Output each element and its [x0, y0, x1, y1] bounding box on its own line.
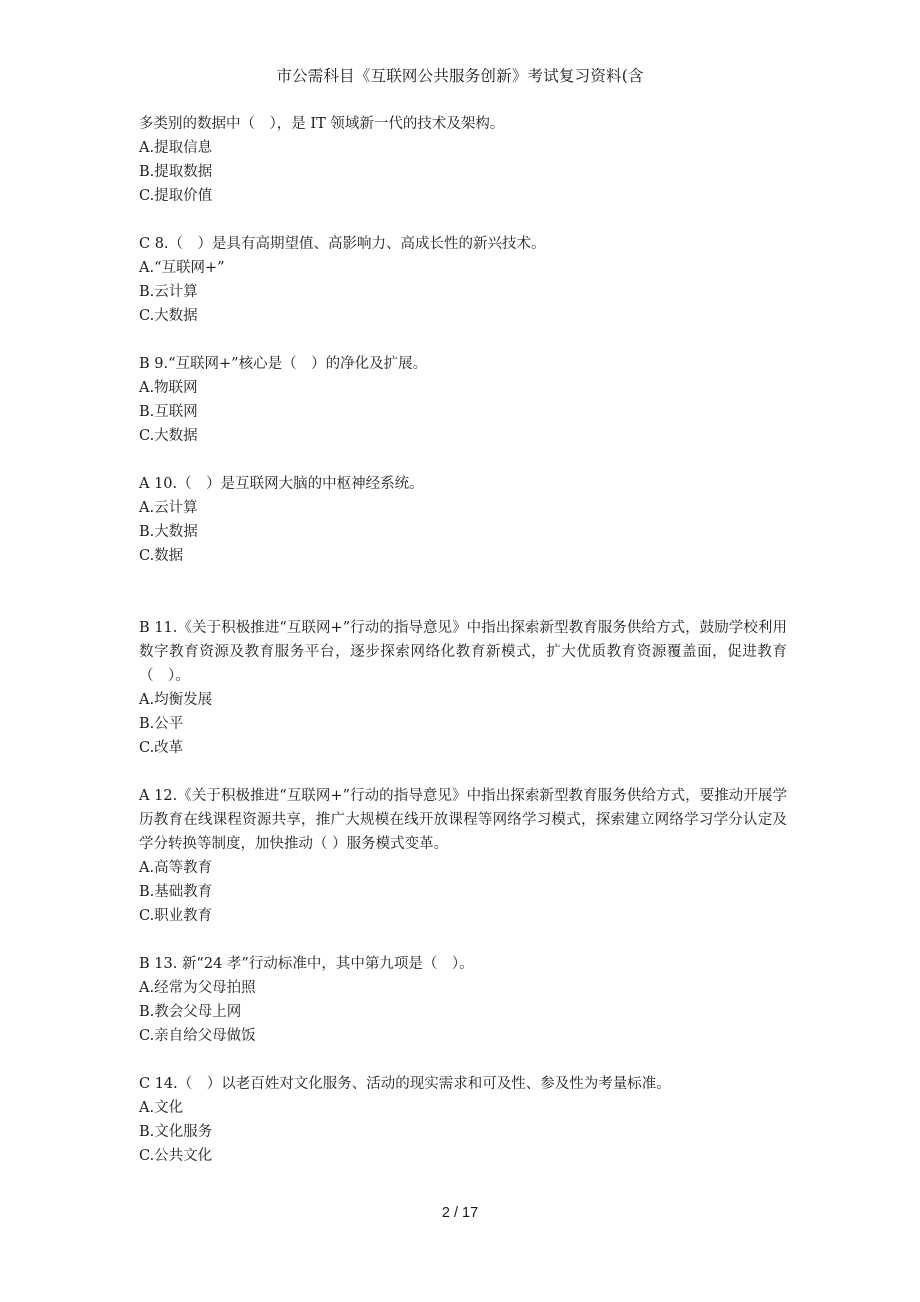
document-body [139, 112, 787, 1168]
question-8 [139, 232, 787, 328]
option-a: A.物联网 [139, 380, 198, 396]
option-b: B.云计算 [139, 284, 198, 300]
option-c: C.大数据 [139, 428, 198, 444]
option-a: A.高等教育 [139, 860, 213, 876]
option-b: B.互联网 [139, 404, 198, 420]
option-b: B.教会父母上网 [139, 1004, 242, 1020]
document-header-title: 市公需科目《互联网公共服务创新》考试复习资料(含 [276, 67, 644, 85]
option-b: B.基础教育 [139, 884, 213, 900]
option-b: B.文化服务 [139, 1124, 213, 1140]
option-a: A.均衡发展 [139, 692, 213, 708]
question-stem: A 12.《关于积极推进“互联网+”行动的指导意见》中指出探索新型教育服务供给方式，要推动开展学历教育在线课程资源共享，推广大规模在线开放课程等网络学习模式，探索建立网络学习学分认定及学分转换等制度，加快推动（ ）服务模式变革。 [139, 788, 787, 852]
question-stem: B 11.《关于积极推进“互联网+”行动的指导意见》中指出探索新型教育服务供给方式，鼓励学校利用数字教育资源及教育服务平台，逐步探索网络化教育新模式，扩大优质教育资源覆盖面，促进教育（ ）。 [139, 620, 787, 684]
question-stem: A 10.（ ）是互联网大脑的中枢神经系统。 [139, 476, 424, 492]
question-9 [139, 352, 787, 448]
option-c: C.改革 [139, 740, 184, 756]
option-a: A.云计算 [139, 500, 198, 516]
page-indicator: 2 / 17 [441, 1205, 479, 1221]
option-c: C.大数据 [139, 308, 198, 324]
option-c: C.数据 [139, 548, 184, 564]
option-c: C.职业教育 [139, 908, 213, 924]
option-a: A.“互联网+” [139, 260, 225, 276]
option-c: C.亲自给父母做饭 [139, 1028, 256, 1044]
option-a: A.经常为父母拍照 [139, 980, 256, 996]
question-7 [139, 112, 787, 208]
question-stem: C 8.（ ）是具有高期望值、高影响力、高成长性的新兴技术。 [139, 236, 546, 252]
option-c: C.提取价值 [139, 188, 213, 204]
question-stem: B 13. 新“24 孝”行动标准中，其中第九项是（ ）。 [139, 956, 474, 972]
question-12 [139, 784, 787, 928]
option-b: B.公平 [139, 716, 184, 732]
question-13 [139, 952, 787, 1048]
option-c: C.公共文化 [139, 1148, 213, 1164]
question-stem: 多类别的数据中（ ），是 IT 领域新一代的技术及架构。 [139, 116, 505, 132]
option-b: B.大数据 [139, 524, 198, 540]
option-a: A.文化 [139, 1100, 184, 1116]
option-a: A.提取信息 [139, 140, 213, 156]
question-stem: B 9.“互联网+”核心是（ ）的净化及扩展。 [139, 356, 428, 372]
question-11 [139, 616, 787, 760]
option-b: B.提取数据 [139, 164, 213, 180]
question-14 [139, 1072, 787, 1168]
question-10 [139, 472, 787, 568]
question-stem: C 14.（ ）以老百姓对文化服务、活动的现实需求和可及性、参及性为考量标准。 [139, 1076, 671, 1092]
